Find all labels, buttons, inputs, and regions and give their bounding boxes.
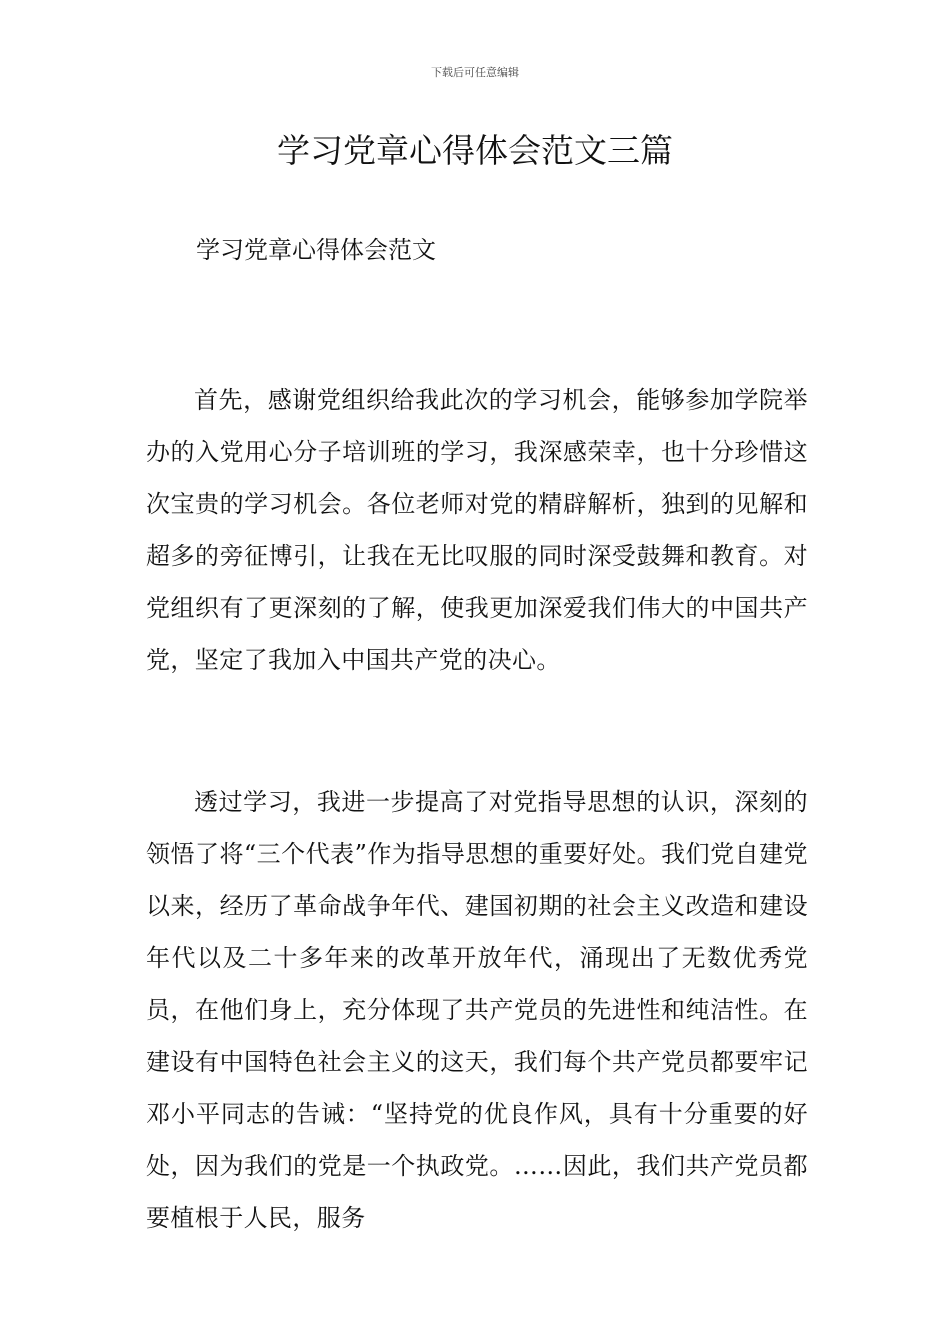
- paragraph-2: 透过学习，我进一步提高了对党指导思想的认识，深刻的领悟了将“三个代表”作为指导思想的重要好处。我们党自建党以来，经历了革命战争年代、建国初期的社会主义改造和建设年代以及二十多年来的改革开放年代，涌现出了无数优秀党员，在他们身上，充分体现了共产党员的先进性和纯洁性。在建设有中国特色社会主义的这天，我们每个共产党员都要牢记邓小平同志的告诫：“坚持党的优良作风，具有十分重要的好处，因为我们的党是一个执政党。……因此，我们共产党员都要植根于人民，服务: [146, 788, 808, 1232]
- paragraph-1: 首先，感谢党组织给我此次的学习机会，能够参加学院举办的入党用心分子培训班的学习，我深感荣幸，也十分珍惜这次宝贵的学习机会。各位老师对党的精辟解析，独到的见解和超多的旁征博引，让我在无比叹服的同时深受鼓舞和教育。对党组织有了更深刻的了解，使我更加深爱我们伟大的中国共产党，坚定了我加入中国共产党的决心。: [146, 386, 808, 674]
- document-subtitle: 学习党章心得体会范文: [196, 236, 436, 264]
- document-title: 学习党章心得体会范文三篇: [277, 131, 673, 170]
- header-note: 下载后可任意编辑: [431, 66, 519, 79]
